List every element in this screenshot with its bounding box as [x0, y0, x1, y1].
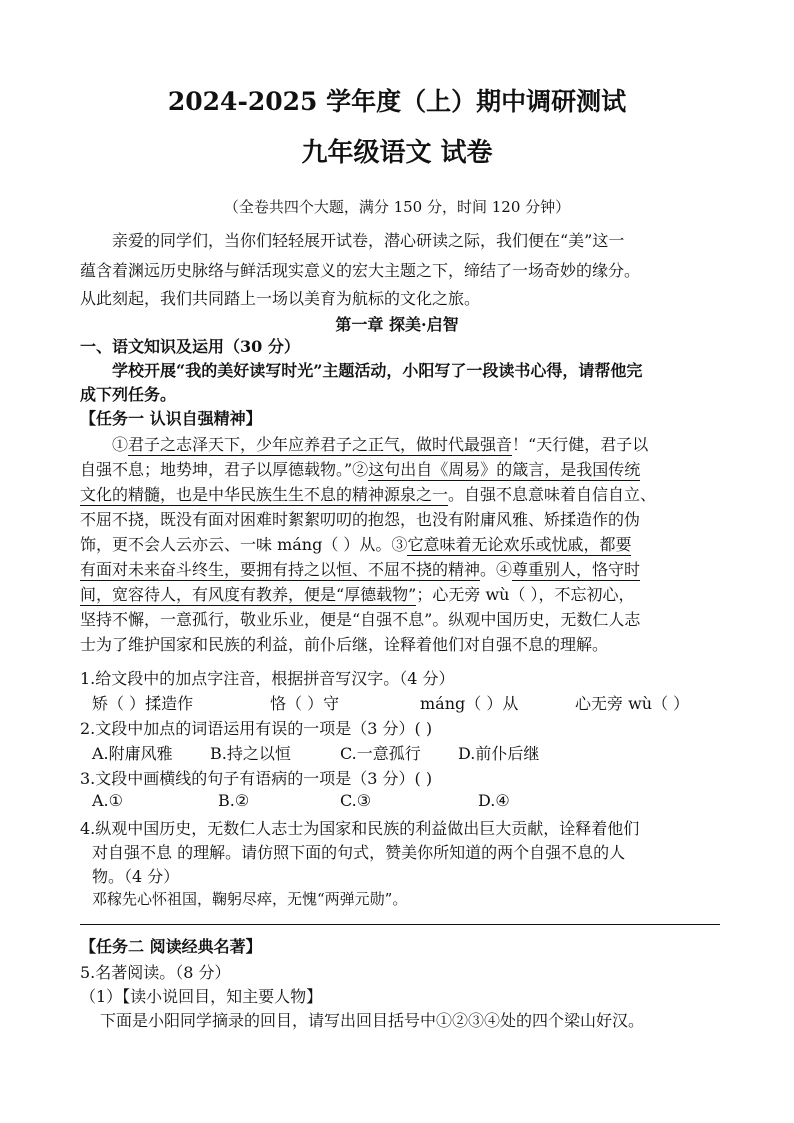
- task-heading: 【任务一 认识自强精神】: [80, 409, 262, 428]
- q2-option: D.前仆后继: [458, 744, 540, 763]
- section-divider: [80, 924, 720, 925]
- exam-subtitle: 九年级语文 试卷: [301, 138, 493, 168]
- q5-part-1: （1）【读小说回目，知主要人物】: [80, 987, 323, 1006]
- underlined-sentence-4: 间，宽容待人，有风度有教养，便是“厚德载物”: [80, 585, 417, 604]
- question-4: 4.纵观中国历史，无数仁人志士为国家和民族的利益做出巨大贡献，诠释着他们: [80, 819, 640, 838]
- passage-line: 饰，更不会人云亦云、一味 máng（ ）从。③它意味着无论欢乐或忧戚，都要: [80, 535, 632, 554]
- section-heading: 一、语文知识及运用（30 分）: [80, 337, 300, 356]
- q3-option: A.①: [92, 791, 123, 810]
- passage-line: 有面对未来奋斗终生，要拥有持之以恒、不屈不挠的精神。④尊重别人，恪守时: [80, 560, 641, 579]
- q2-option: C.一意孤行: [340, 744, 421, 763]
- intro-line: 从此刻起，我们共同踏上一场以美育为航标的文化之旅。: [80, 289, 481, 308]
- question-2: 2.文段中加点的词语运用有误的一项是（3 分）( ): [80, 719, 433, 738]
- exam-title: 2024-2025 学年度（上）期中调研测试: [167, 87, 627, 116]
- passage-line: 士为了维护国家和民族的利益，前仆后继，诠释着他们对自强不息的理解。: [80, 635, 609, 654]
- underlined-sentence-3: 它意味着无论欢乐或忧戚，都要: [407, 535, 632, 554]
- underlined-sentence-2: 这句出自《周易》的箴言，是我国传统: [368, 460, 641, 479]
- underlined-sentence-2: 文化的精髓，也是中华民族生生不息的精神源泉之一: [80, 485, 449, 504]
- activity-text: 成下列任务。: [80, 385, 177, 404]
- q2-option: A.附庸风雅: [92, 744, 173, 763]
- passage-line: 间，宽容待人，有风度有教养，便是“厚德载物”；心无旁 wù（ ），不忘初心，: [80, 585, 635, 604]
- q3-option: C.③: [340, 791, 372, 810]
- intro-line: 蕴含着渊远历史脉络与鲜活现实意义的宏大主题之下，缔结了一场奇妙的缘分。: [80, 261, 641, 280]
- q4-example: 邓稼先心怀祖国，鞠躬尽瘁，无愧“两弹元勋”。: [92, 890, 408, 908]
- underlined-sentence-3: 有面对未来奋斗终生，要拥有持之以恒、不屈不挠的精神: [80, 560, 481, 579]
- activity-text: 学校开展“我的美好读写时光”主题活动，小阳写了一段读书心得，请帮他完: [112, 361, 643, 380]
- question-5: 5.名著阅读。（8 分）: [80, 963, 231, 982]
- question-4: 物。（4 分）: [92, 867, 180, 886]
- task-heading: 【任务二 阅读经典名著】: [80, 937, 262, 956]
- q3-option: B.②: [218, 791, 250, 810]
- question-3: 3.文段中画横线的句子有语病的一项是（3 分）( ): [80, 769, 433, 788]
- underlined-sentence-1: 君子之志泽天下，少年应养君子之正气，做时代最强音: [128, 435, 513, 454]
- passage-line: 坚持不懈，一意孤行，敬业乐业，便是“自强不息”。纵观中国历史，无数仁人志: [80, 610, 641, 629]
- q1-item: 矫（ ）揉造作: [92, 694, 194, 713]
- q1-item: 心无旁 wù（ ）: [575, 694, 690, 713]
- q1-item: máng（ ）从: [420, 694, 519, 713]
- question-4: 对自强不息 的理解。请仿照下面的句式，赞美你所知道的两个自强不息的人: [92, 843, 626, 862]
- passage-line: ①君子之志泽天下，少年应养君子之正气，做时代最强音！“天行健，君子以: [112, 435, 649, 454]
- passage-line: 不屈不挠，既没有面对困难时絮絮叨叨的抱怨，也没有附庸风雅、矫揉造作的伪: [80, 510, 641, 529]
- chapter-heading: 第一章 探美·启智: [335, 315, 459, 334]
- exam-note: （全卷共四个大题，满分 150 分，时间 120 分钟）: [223, 198, 571, 216]
- passage-line: 文化的精髓，也是中华民族生生不息的精神源泉之一。自强不息意味着自信自立、: [80, 485, 657, 504]
- q5-part-1-text: 下面是小阳同学摘录的回目，请写出回目括号中①②③④处的四个梁山好汉。: [100, 1011, 645, 1030]
- q1-item: 恪（ ）守: [270, 694, 340, 713]
- underlined-sentence-4: 尊重别人，恪守时: [512, 560, 641, 579]
- q3-option: D.④: [478, 791, 510, 810]
- q2-option: B.持之以恒: [210, 744, 291, 763]
- passage-line: 自强不息；地势坤，君子以厚德载物。”②这句出自《周易》的箴言，是我国传统: [80, 460, 641, 479]
- question-1: 1.给文段中的加点字注音，根据拼音写汉字。（4 分）: [80, 669, 455, 688]
- intro-line: 亲爱的同学们，当你们轻轻展开试卷，潜心研读之际，我们便在“美”这一: [112, 231, 625, 250]
